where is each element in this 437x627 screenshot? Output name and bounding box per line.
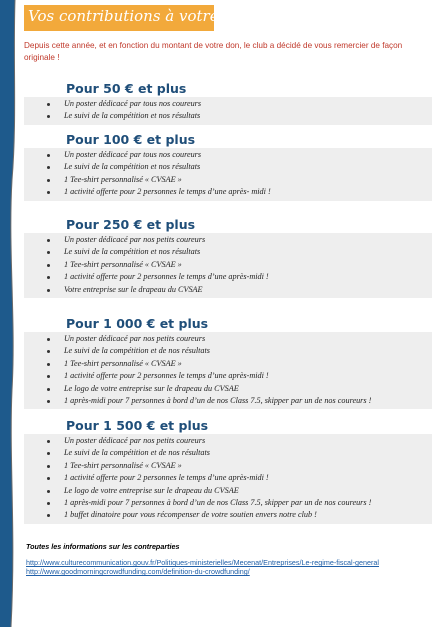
bullet-icon xyxy=(47,191,50,194)
bullet-icon xyxy=(47,166,50,169)
page-title: Vos contributions à votre don xyxy=(28,7,252,25)
list-item: Un poster dédicacé par tous nos coureurs xyxy=(24,98,432,110)
decorative-wave-border xyxy=(0,0,22,627)
bullet-icon xyxy=(47,440,50,443)
tier-list xyxy=(24,148,432,201)
bullet-icon xyxy=(47,289,50,292)
link-goodmorningcrowdfunding[interactable]: http://www.goodmorningcrowdfunding.com/definition-du-crowdfunding/ xyxy=(26,567,250,576)
bullet-icon xyxy=(47,154,50,157)
tier-title: Pour 1 500 € et plus xyxy=(66,418,209,433)
bullet-icon xyxy=(47,338,50,341)
bullet-icon xyxy=(47,363,50,366)
bullet-icon xyxy=(47,400,50,403)
bullet-icon xyxy=(47,239,50,242)
list-item: 1 après-midi pour 7 personnes à bord d’un de nos Class 7.5, skipper par un de nos coureurs ! xyxy=(24,497,432,509)
bullet-icon xyxy=(47,465,50,468)
list-item: 1 buffet dinatoire pour vous récompenser de votre soutien envers notre club ! xyxy=(24,509,432,521)
list-item: 1 activité offerte pour 2 personnes le temps d’une après-midi ! xyxy=(24,271,432,283)
list-item: Le suivi de la compétition et de nos résultats xyxy=(24,447,432,459)
tier-section xyxy=(24,218,432,298)
list-item: Le suivi de la compétition et de nos résultats xyxy=(24,345,432,357)
bullet-icon xyxy=(47,264,50,267)
tier-title: Pour 50 € et plus xyxy=(66,81,187,96)
tier-section xyxy=(24,82,432,125)
bullet-icon xyxy=(47,350,50,353)
tier-list xyxy=(24,97,432,125)
bullet-icon xyxy=(47,251,50,254)
bullet-icon xyxy=(47,103,50,106)
tier-title: Pour 100 € et plus xyxy=(66,132,196,147)
list-item: Le logo de votre entreprise sur le drapeau du CVSAE xyxy=(24,383,432,395)
footer-title: Toutes les informations sur les contreparties xyxy=(26,542,180,551)
bullet-icon xyxy=(47,276,50,279)
list-item: 1 Tee-shirt personnalisé « CVSAE » xyxy=(24,174,432,186)
link-culturecommunication[interactable]: http://www.culturecommunication.gouv.fr/Politiques-ministerielles/Mecenat/Entreprises/Le-regime-fiscal-general xyxy=(26,558,379,567)
tier-title: Pour 250 € et plus xyxy=(66,217,196,232)
tier-section xyxy=(24,133,432,201)
list-item: Le suivi de la compétition et nos résultats xyxy=(24,110,432,122)
list-item: Un poster dédicacé par nos petits coureurs xyxy=(24,234,432,246)
bullet-icon xyxy=(47,452,50,455)
list-item: 1 Tee-shirt personnalisé « CVSAE » xyxy=(24,460,432,472)
tier-section xyxy=(24,419,432,524)
list-item: Le logo de votre entreprise sur le drapeau du CVSAE xyxy=(24,485,432,497)
list-item: 1 activité offerte pour 2 personnes le temps d’une après-midi ! xyxy=(24,472,432,484)
bullet-icon xyxy=(47,514,50,517)
bullet-icon xyxy=(47,115,50,118)
list-item: 1 activité offerte pour 2 personnes le temps d’une après-midi ! xyxy=(24,370,432,382)
bullet-icon xyxy=(47,490,50,493)
list-item: Le suivi de la compétition et nos résultats xyxy=(24,161,432,173)
list-item: 1 activité offerte pour 2 personnes le temps d’une après- midi ! xyxy=(24,186,432,198)
tier-section xyxy=(24,317,432,409)
bullet-icon xyxy=(47,388,50,391)
tier-list xyxy=(24,332,432,409)
bullet-icon xyxy=(47,179,50,182)
list-item: 1 après-midi pour 7 personnes à bord d’un de nos Class 7.5, skipper par un de nos coureurs ! xyxy=(24,395,432,407)
footer-links xyxy=(26,558,431,576)
list-item: Le suivi de la compétition et nos résultats xyxy=(24,246,432,258)
bullet-icon xyxy=(47,477,50,480)
list-item: 1 Tee-shirt personnalisé « CVSAE » xyxy=(24,259,432,271)
list-item: Un poster dédicacé par tous nos coureurs xyxy=(24,149,432,161)
tier-list xyxy=(24,434,432,524)
list-item: Votre entreprise sur le drapeau du CVSAE xyxy=(24,284,432,296)
tier-list xyxy=(24,233,432,298)
bullet-icon xyxy=(47,375,50,378)
bullet-icon xyxy=(47,502,50,505)
list-item: Un poster dédicacé par nos petits coureurs xyxy=(24,333,432,345)
intro-text: Depuis cette année, et en fonction du montant de votre don, le club a décidé de vous remercier de façon originale ! xyxy=(24,41,403,62)
tier-title: Pour 1 000 € et plus xyxy=(66,316,209,331)
list-item: Un poster dédicacé par nos petits coureurs xyxy=(24,435,432,447)
list-item: 1 Tee-shirt personnalisé « CVSAE » xyxy=(24,358,432,370)
